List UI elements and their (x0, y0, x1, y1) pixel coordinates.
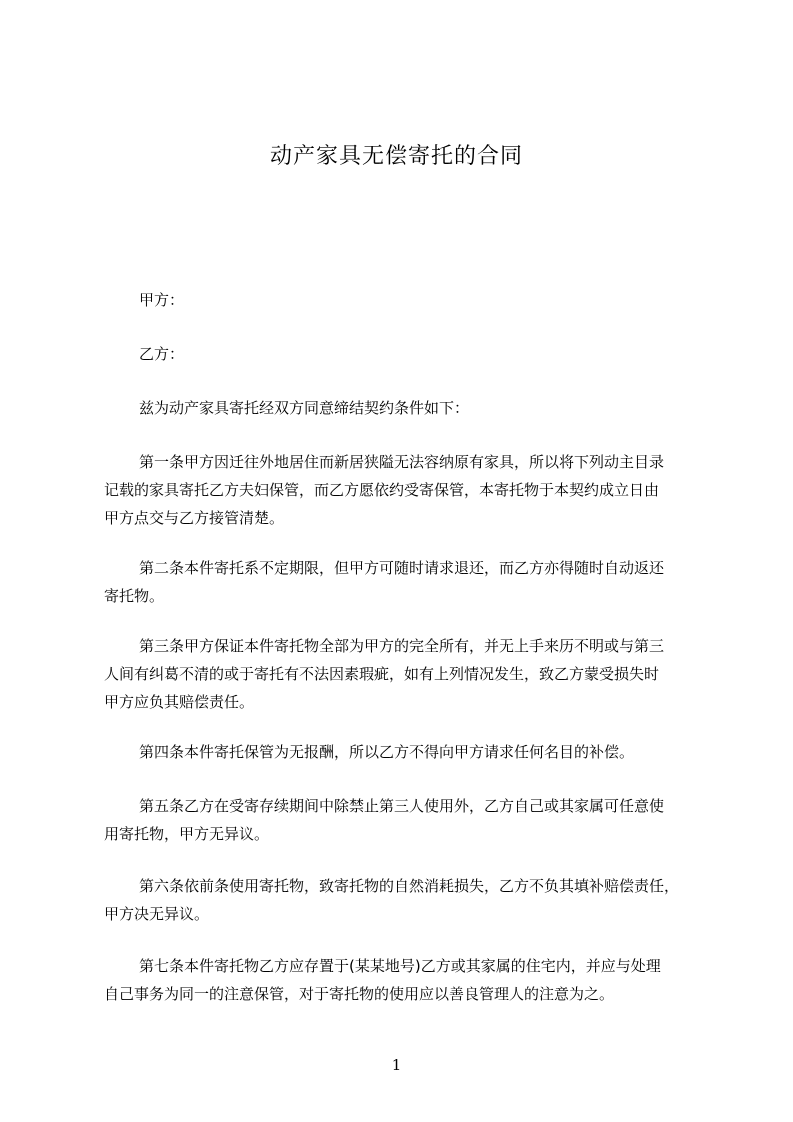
article-6 (104, 872, 704, 928)
article-line: 第二条本件寄托系不定期限，但甲方可随时请求退还，而乙方亦得随时自动返还 (139, 559, 665, 577)
party-a-label: 甲方： (139, 291, 185, 309)
article-1 (104, 448, 704, 532)
article-line: 第三条甲方保证本件寄托物全部为甲方的完全所有，并无上手来历不明或与第三 (139, 637, 665, 655)
article-line: 甲方应负其赔偿责任。 (104, 693, 255, 711)
article-line: 自己事务为同一的注意保管，对于寄托物的使用应以善良管理人的注意为之。 (104, 985, 615, 1003)
article-2 (104, 554, 704, 610)
article-line: 第五条乙方在受寄存续期间中除禁止第三人使用外，乙方自己或其家属可任意使 (139, 797, 665, 815)
page-number: 1 (391, 1056, 402, 1074)
article-line: 第七条本件寄托物乙方应存置于(某某地号)乙方或其家属的住宅内，并应与处理 (139, 957, 661, 975)
article-7 (104, 952, 704, 1008)
article-line: 第四条本件寄托保管为无报酬，所以乙方不得向甲方请求任何名目的补偿。 (139, 743, 635, 761)
article-3 (104, 632, 704, 716)
article-line: 人间有纠葛不清的或于寄托有不法因素瑕疵，如有上列情况发生，致乙方蒙受损失时 (104, 665, 660, 683)
article-line: 甲方决无异议。 (104, 905, 210, 923)
document-title: 动产家具无偿寄托的合同 (269, 144, 523, 169)
article-line: 寄托物。 (104, 587, 165, 605)
party-b-label: 乙方： (139, 345, 185, 363)
article-line: 记载的家具寄托乙方夫妇保管，而乙方愿依约受寄保管，本寄托物于本契约成立日由 (104, 481, 660, 499)
article-5 (104, 792, 704, 848)
article-4 (104, 738, 704, 766)
article-line: 第一条甲方因迁往外地居住而新居狭隘无法容纳原有家具，所以将下列动主目录 (139, 453, 665, 471)
preamble: 兹为动产家具寄托经双方同意缔结契约条件如下： (139, 399, 470, 417)
article-line: 用寄托物，甲方无异议。 (104, 825, 270, 843)
article-line: 甲方点交与乙方接管清楚。 (104, 509, 285, 527)
article-line: 第六条依前条使用寄托物，致寄托物的自然消耗损失，乙方不负其填补赔偿责任， (139, 877, 680, 895)
